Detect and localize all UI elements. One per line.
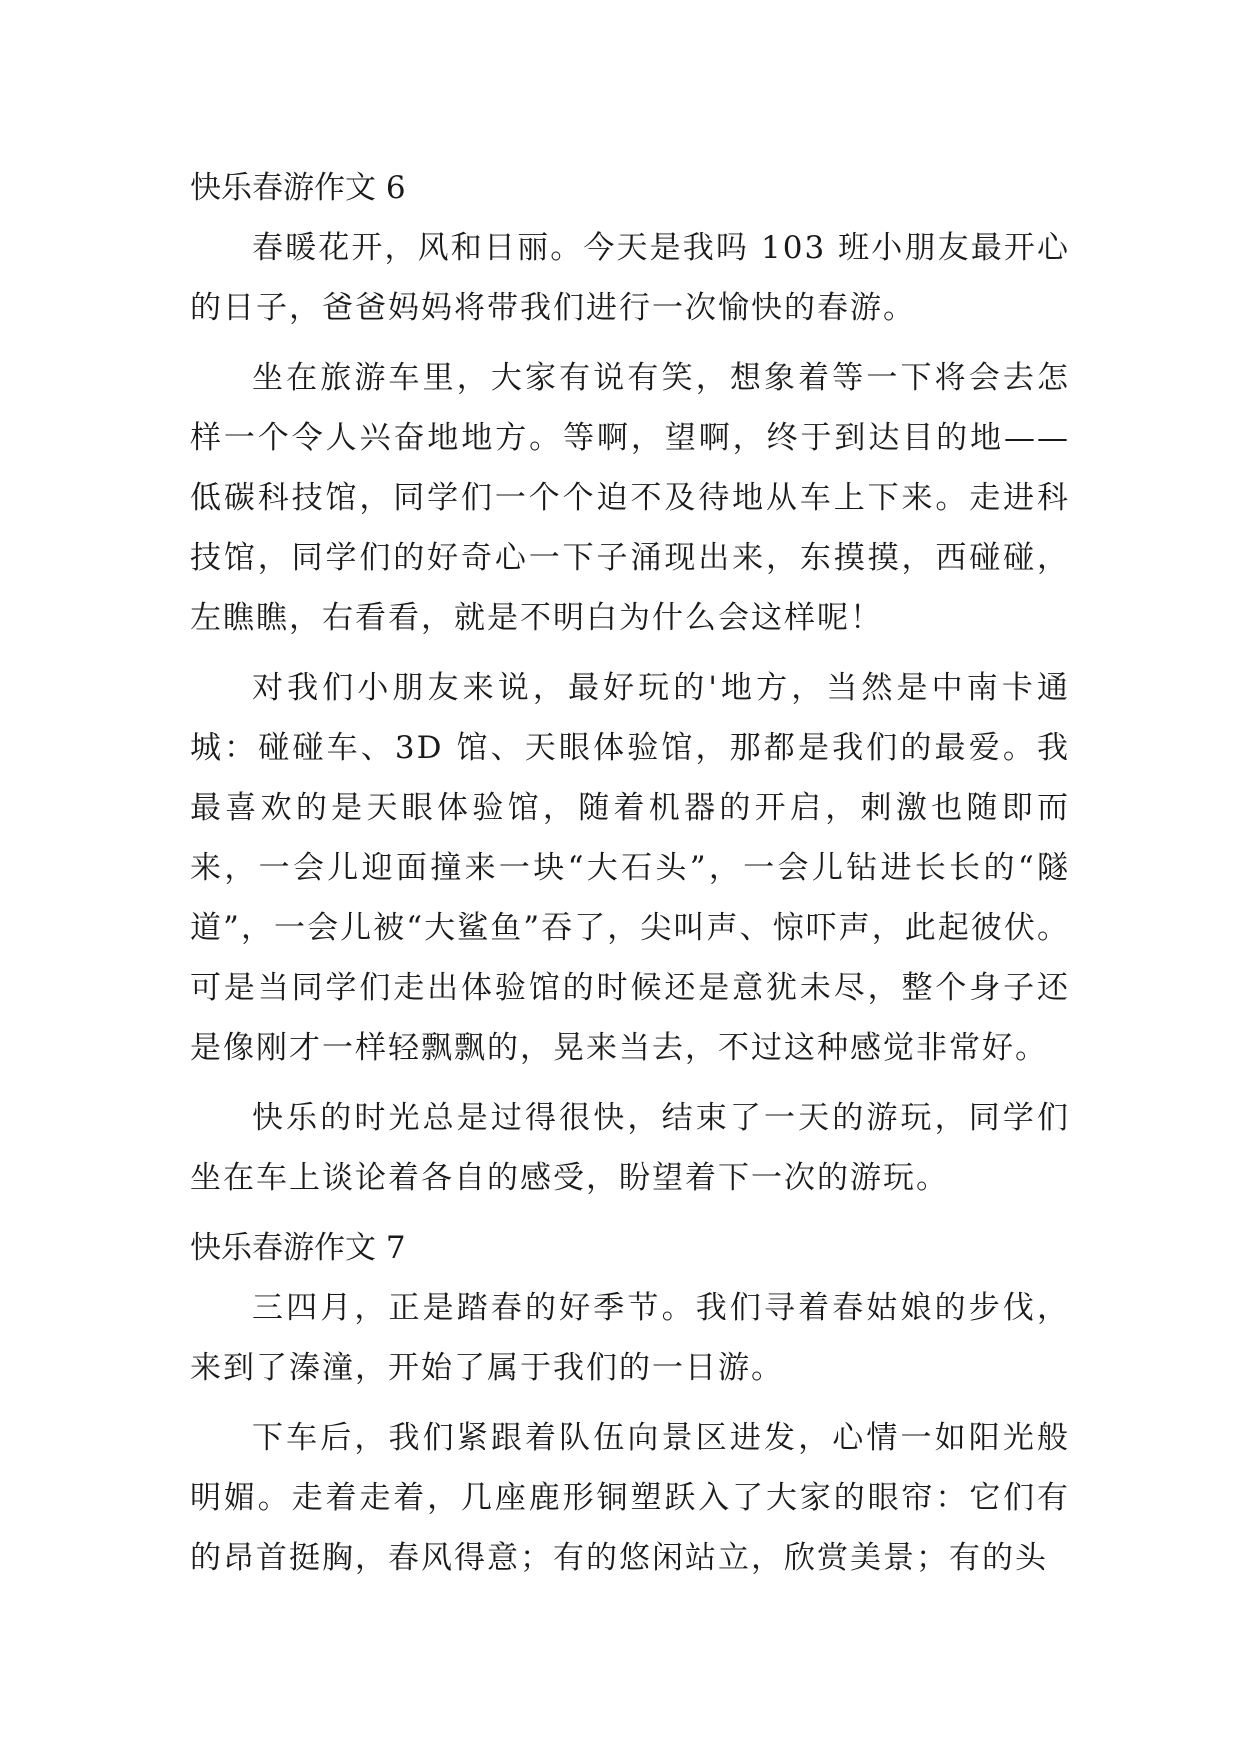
essay-7-paragraph-1: 三四月，正是踏春的好季节。我们寻着春姑娘的步伐，来到了溱潼，开始了属于我们的一日游。 bbox=[190, 1290, 1070, 1386]
essay-6-paragraph-4: 快乐的时光总是过得很快，结束了一天的游玩，同学们坐在车上谈论着各自的感受，盼望着下一次的游玩。 bbox=[190, 1100, 1070, 1196]
essay-6-heading: 快乐春游作文 6 bbox=[190, 170, 406, 206]
essay-6-paragraph-3: 对我们小朋友来说，最好玩的'地方，当然是中南卡通城：碰碰车、3D 馆、天眼体验馆，那都是我们的最爱。我最喜欢的是天眼体验馆，随着机器的开启，刺激也随即而来，一会儿迎面撞来一块“大石头”，一会儿钻进长长的“隧道”，一会儿被“大鲨鱼”吞了，尖叫声、惊吓声，此起彼伏。可是当同学们走出体验馆的时候还是意犹未尽，整个身子还是像刚才一样轻飘飘的，晃来当去，不过这种感觉非常好。 bbox=[190, 670, 1070, 1066]
essay-7-paragraph-2: 下车后，我们紧跟着队伍向景区进发，心情一如阳光般明媚。走着走着，几座鹿形铜塑跃入了大家的眼帘：它们有的昂首挺胸，春风得意；有的悠闲站立，欣赏美景；有的头 bbox=[190, 1420, 1070, 1576]
essay-6-paragraph-1: 春暖花开，风和日丽。今天是我吗 103 班小朋友最开心的日子，爸爸妈妈将带我们进行一次愉快的春游。 bbox=[190, 230, 1070, 326]
essay-6-paragraph-2: 坐在旅游车里，大家有说有笑，想象着等一下将会去怎样一个令人兴奋地地方。等啊，望啊，终于到达目的地——低碳科技馆，同学们一个个迫不及待地从车上下来。走进科技馆，同学们的好奇心一下子涌现出来，东摸摸，西碰碰，左瞧瞧，右看看，就是不明白为什么会这样呢！ bbox=[190, 360, 1070, 636]
document-page bbox=[190, 158, 1070, 1598]
essay-7-heading: 快乐春游作文 7 bbox=[190, 1230, 406, 1266]
